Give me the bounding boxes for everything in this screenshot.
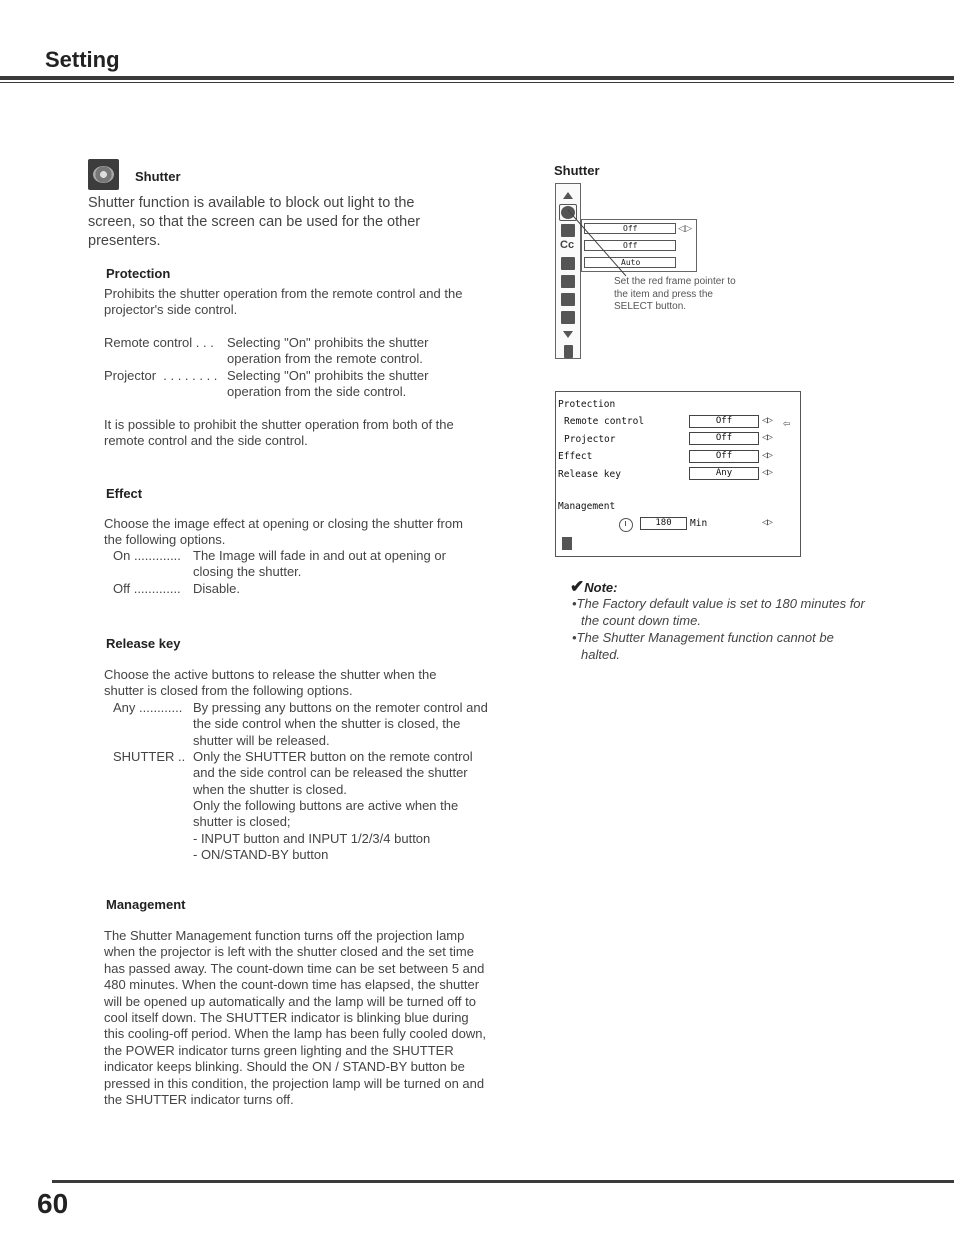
screen1-title: Shutter	[554, 163, 600, 178]
note-item: •The Shutter Management function cannot be halted.	[572, 630, 834, 662]
management-label: Management	[558, 501, 616, 512]
checkmark-icon: ✔	[570, 577, 585, 596]
effect-description: Choose the image effect at opening or closing the shutter from the following options.	[104, 516, 463, 548]
effect-row-term: Off .............	[113, 581, 181, 596]
release-key-row-def: By pressing any buttons on the remoter control and the side control when the shutter is closed, the shutter will be released.	[193, 700, 488, 748]
left-right-arrows-icon: ◁▷	[762, 450, 773, 461]
protection-row-term: Projector . . . . . . . .	[104, 368, 218, 383]
callout-leader-line	[560, 200, 640, 280]
protection-footer: It is possible to prohibit the shutter operation from both of the remote control and the side control.	[104, 417, 454, 449]
submenu-field: Off	[584, 240, 676, 251]
closed-caption-icon: Cc	[560, 239, 575, 251]
page-number: 60	[37, 1188, 69, 1219]
release-key-row-term: Any ............	[113, 700, 183, 715]
release-key-extra-2: - INPUT button and INPUT 1/2/3/4 button	[193, 831, 431, 846]
release-key-row-shutter	[113, 749, 503, 798]
panel-item-label: Release key	[558, 469, 621, 480]
minutes-field: 180	[640, 517, 687, 530]
management-description: The Shutter Management function turns off the projection lamp when the projector is left with the shutter closed and the set time has passed away. The count-down time can be set between 5 and 480 minutes. When the count-down time has elapsed, the shutter will be opened up automatically and the lamp will be turned off to cool itself down. The SHUTTER indicator is blinking blue during this cooling-off period. When the lamp has been fully cooled down, the POWER indicator turns green lighting and the SHUTTER indicator keeps blinking. Should the ON / STAND-BY button be pressed in this condition, the projection lamp will be turned on and the SHUTTER indicator turns off.	[104, 928, 487, 1108]
release-key-row-def: Only the SHUTTER button on the remote control and the side control can be released the shutter when the shutter is closed.	[193, 749, 473, 797]
effect-row-def: Disable.	[193, 581, 240, 596]
screen1-callout: Set the red frame pointer to the item and press the SELECT button.	[614, 276, 736, 312]
panel-item-value: Off	[689, 415, 759, 428]
left-right-arrows-icon: ◁▷	[762, 467, 773, 478]
effect-heading: Effect	[106, 486, 143, 501]
settings-menu-icon	[561, 311, 575, 324]
exit-icon	[562, 537, 572, 550]
scroll-down-icon	[563, 331, 573, 338]
panel-item-value: Off	[689, 450, 759, 463]
protection-row-def: Selecting "On" prohibits the shutter operation from the side control.	[227, 368, 429, 400]
effect-row-off	[113, 581, 493, 598]
left-right-arrows-icon: ◁▷	[762, 432, 773, 443]
note-item: •The Factory default value is set to 180 minutes for the count down time.	[572, 596, 865, 628]
panel-item-value: Off	[689, 432, 759, 445]
shutter-icon	[88, 159, 119, 190]
release-key-heading: Release key	[106, 636, 181, 651]
footer-rule	[52, 1180, 954, 1183]
protection-description: Prohibits the shutter operation from the remote control and the projector's side control.	[104, 286, 463, 318]
management-heading: Management	[106, 897, 186, 912]
release-key-row-term: SHUTTER ..	[113, 749, 186, 764]
release-key-extra-3: - ON/STAND-BY button	[193, 847, 329, 862]
scroll-up-icon	[563, 192, 573, 199]
protection-row-remote	[104, 335, 494, 368]
submenu-field: Auto	[584, 257, 676, 268]
protection-row-def: Selecting "On" prohibits the shutter operation from the remote control.	[227, 335, 429, 367]
exit-icon	[564, 345, 573, 358]
protection-row-term: Remote control . . .	[104, 335, 214, 350]
panel-item-value: Any	[689, 467, 759, 480]
header-rule	[0, 76, 954, 80]
submenu-field: Off	[584, 223, 676, 234]
pointer-arrow-icon: ⇦	[783, 416, 791, 430]
minutes-unit: Min	[690, 518, 708, 529]
release-key-description: Choose the active buttons to release the shutter when the shutter is closed from the following options.	[104, 667, 437, 699]
panel-title: Protection	[558, 399, 616, 410]
protection-heading: Protection	[106, 266, 171, 281]
header-rule-thin	[0, 82, 954, 83]
effect-row-on	[113, 548, 493, 581]
screen-menu-icon	[561, 293, 575, 306]
note-title	[570, 577, 617, 597]
panel-item-label: Projector	[564, 434, 616, 445]
release-key-row-any	[113, 700, 503, 749]
panel-item-label: Effect	[558, 451, 593, 462]
left-right-arrows-icon: ◁▷	[762, 415, 773, 426]
effect-row-term: On .............	[113, 548, 181, 563]
note-title-text: Note:	[584, 580, 618, 595]
clock-icon	[619, 518, 633, 532]
protection-panel	[555, 391, 801, 557]
left-right-arrows-icon: ◁▷	[678, 223, 692, 233]
panel-item-label: Remote control	[564, 416, 645, 427]
shutter-intro: Shutter function is available to block out light to the screen, so that the screen can be used for the other presenters.	[88, 195, 421, 249]
protection-row-projector	[104, 368, 494, 401]
effect-row-def: The Image will fade in and out at opening or closing the shutter.	[193, 548, 446, 580]
release-key-extra-1: Only the following buttons are active when the shutter is closed;	[193, 798, 459, 830]
shutter-heading: Shutter	[135, 169, 181, 184]
section-title: Setting	[45, 47, 120, 72]
left-right-arrows-icon: ◁▷	[762, 517, 773, 528]
